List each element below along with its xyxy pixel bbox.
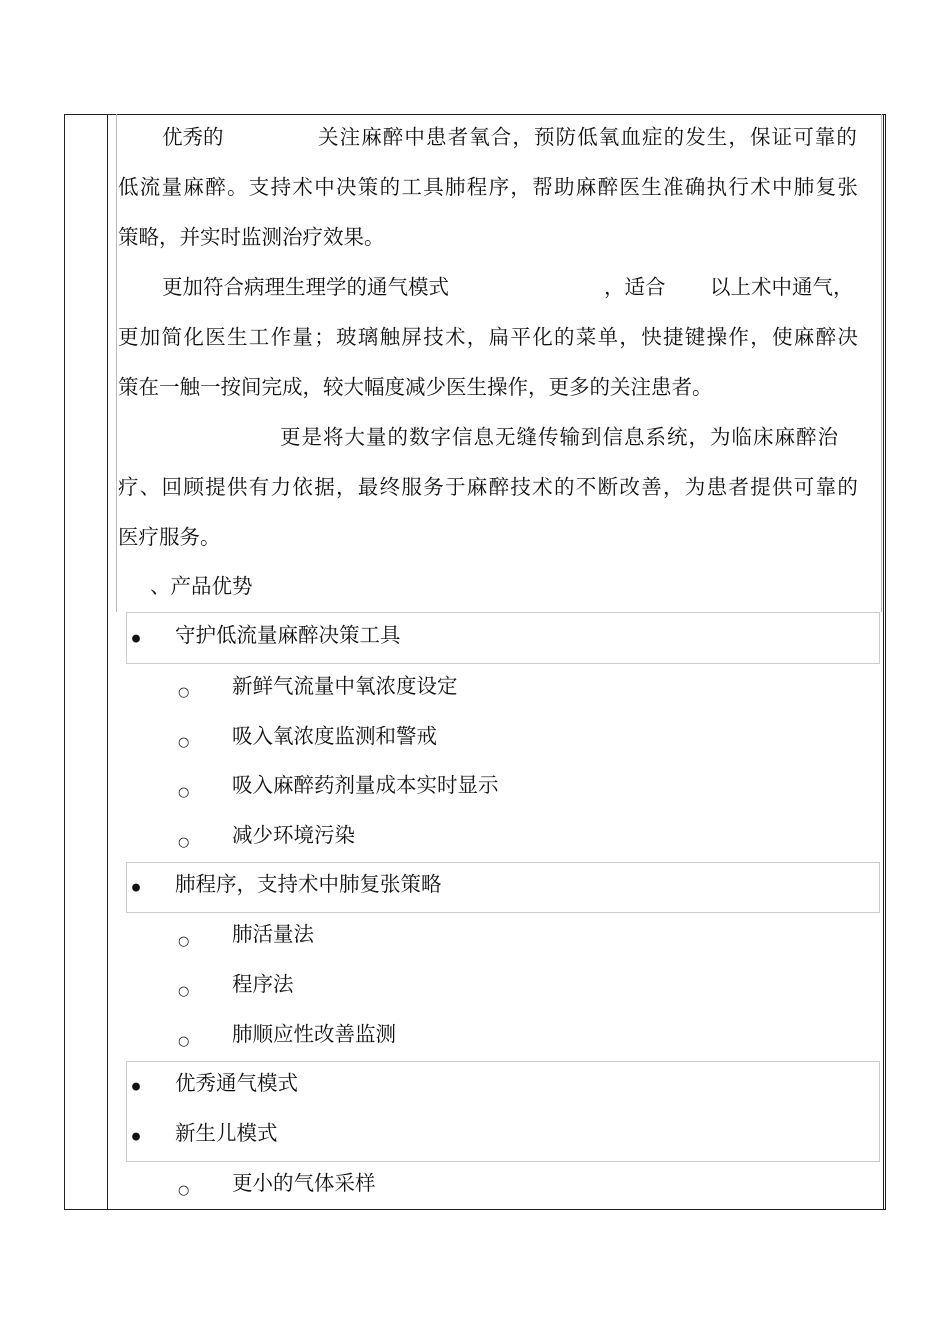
left-column-divider: [107, 114, 108, 1210]
sub-dot: ○: [178, 785, 190, 800]
sub-dot: ○: [178, 685, 190, 700]
para1-line3: 策略，并实时监测治疗效果。: [118, 225, 385, 249]
para3-line2: 疗、回顾提供有力依据，最终服务于麻醉技术的不断改善，为患者提供可靠的: [118, 475, 860, 499]
para2-line3: 策在一触一按间完成，较大幅度减少医生操作，更多的关注患者。: [118, 375, 713, 399]
sub-dot: ○: [178, 835, 190, 850]
para3-line3: 医疗服务。: [118, 525, 221, 549]
para2-line1a: 更加符合病理生理学的通气模式: [162, 275, 449, 299]
sub-dot: ○: [178, 735, 190, 750]
sub-item: 新鲜气流量中氧浓度设定: [232, 674, 458, 698]
sub-item: 吸入氧浓度监测和警戒: [232, 724, 437, 748]
sub-dot: ○: [178, 1034, 190, 1049]
sub-dot: ○: [178, 934, 190, 949]
sub-item: 肺顺应性改善监测: [232, 1022, 396, 1046]
para1-line1b: 关注麻醉中患者氧合，预防低氧血症的发生，保证可靠的: [318, 125, 858, 149]
sub-item: 程序法: [232, 972, 294, 996]
para1-line2: 低流量麻醉。支持术中决策的工具肺程序，帮助麻醉医生准确执行术中肺复张: [118, 175, 860, 199]
sub-item: 肺活量法: [232, 922, 314, 946]
bullet-label-3: 优秀通气模式: [175, 1071, 298, 1095]
sub-dot: ○: [178, 1183, 190, 1198]
para1-line1a: 优秀的: [162, 125, 224, 149]
table-border-double: [883, 114, 884, 1210]
sub-item: 吸入麻醉药剂量成本实时显示: [232, 773, 499, 797]
sub-item: 减少环境污染: [232, 823, 355, 847]
bullet-label-2: 肺程序，支持术中肺复张策略: [175, 872, 442, 896]
bullet-dot-1: •: [129, 627, 144, 653]
para2-line1b: ，适合: [604, 275, 666, 299]
bullet-label-1: 守护低流量麻醉决策工具: [175, 623, 401, 647]
sub-dot: ○: [178, 984, 190, 999]
sub-item: 更小的气体采样: [232, 1171, 376, 1195]
bullet-label-4: 新生儿模式: [175, 1121, 278, 1145]
para2-line1c: 以上术中通气，: [710, 275, 854, 299]
bullet-dot-4: •: [129, 1125, 144, 1151]
para2-line2: 更加简化医生工作量；玻璃触屏技术，扁平化的菜单，快捷键操作，使麻醉决: [118, 325, 860, 349]
bullet-dot-3: •: [129, 1075, 144, 1101]
para3-line1: 更是将大量的数字信息无缝传输到信息系统，为临床麻醉治: [280, 425, 839, 449]
bullet-dot-2: •: [129, 876, 144, 902]
section-heading: 、产品优势: [150, 574, 253, 598]
